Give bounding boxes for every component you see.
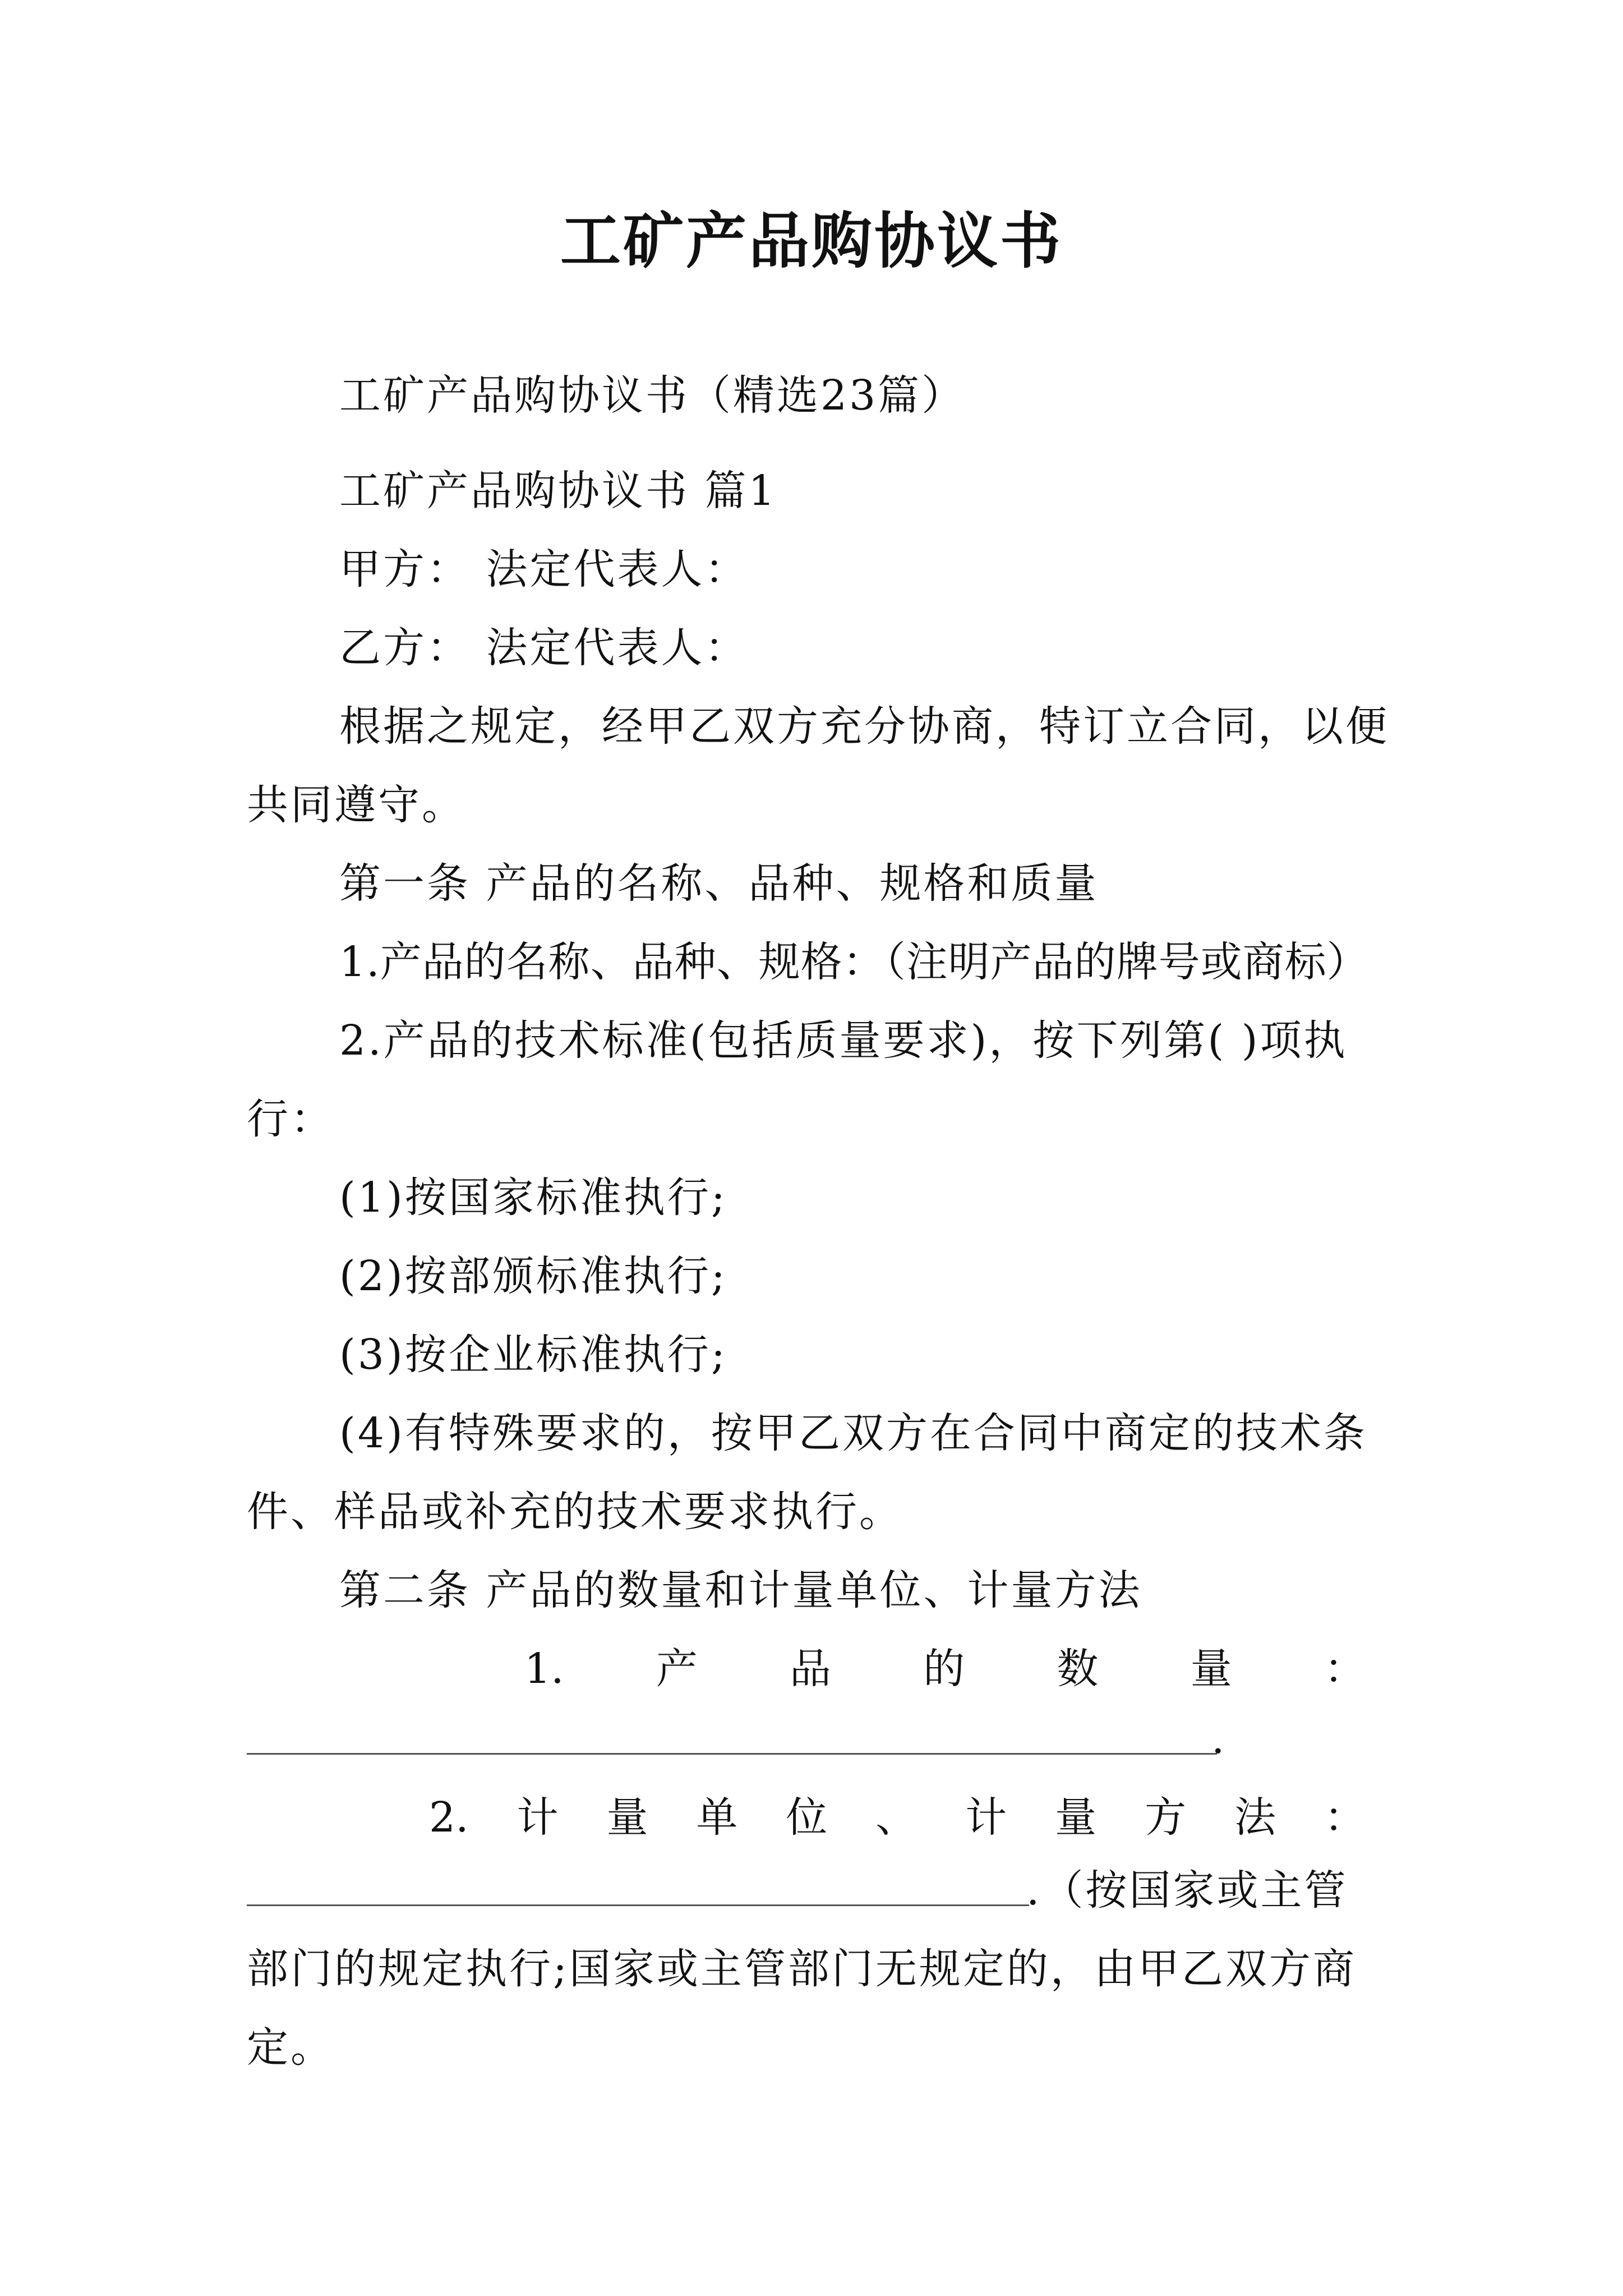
article2-item2-char: 计 [517, 1793, 559, 1842]
article2-item1-row [524, 1641, 1366, 1697]
article2-item2-char: 方 [1145, 1793, 1187, 1842]
article2-item2-line-3: 部门的规定执行;国家或主管部门无规定的，由甲乙双方商 [247, 1945, 1357, 1993]
party-b-line: 乙方： 法定代表人： [339, 624, 749, 672]
article2-item1-char: 量 [1190, 1645, 1232, 1693]
article2-item2-char: ： [1324, 1793, 1366, 1842]
article2-item2-char: 法 [1234, 1793, 1276, 1842]
article2-item1-end-dot: . [1211, 1715, 1225, 1763]
article2-item1-char: 1. [524, 1645, 564, 1693]
article1-item2-line-1: 2.产品的技术标准(包括质量要求)，按下列第( )项执 [339, 1016, 1348, 1065]
preamble-line-1: 根据之规定，经甲乙双方充分协商，特订立合同，以便 [339, 702, 1389, 751]
article2-item2-char: 2. [429, 1793, 469, 1842]
article1-item1: 1.产品的名称、品种、规格：（注明产品的牌号或商标） [339, 938, 1369, 986]
article2-item2-char: 计 [965, 1793, 1007, 1842]
article2-item2-char: 单 [696, 1793, 738, 1842]
article2-item2-char: 位 [786, 1793, 828, 1842]
article2-item2-char: 、 [875, 1793, 917, 1842]
article2-item2-blank-line [247, 1904, 1029, 1906]
article1-option-4-line-1: (4)有特殊要求的，按甲乙双方在合同中商定的技术条 [339, 1409, 1367, 1457]
article1-option-3: (3)按企业标准执行; [339, 1331, 727, 1379]
article1-option-2: (2)按部颁标准执行; [339, 1252, 727, 1300]
document-subtitle: 工矿产品购协议书（精选23篇） [339, 371, 966, 420]
party-a-line: 甲方： 法定代表人： [339, 545, 749, 593]
article2-item2-char: 量 [606, 1793, 648, 1842]
section-heading: 工矿产品购协议书 篇1 [339, 467, 777, 515]
article1-option-1: (1)按国家标准执行; [339, 1174, 727, 1222]
article1-heading: 第一条 产品的名称、品种、规格和质量 [339, 859, 1099, 908]
article1-option-4-line-2: 件、样品或补充的技术要求执行。 [247, 1488, 903, 1536]
article2-item1-char: 品 [790, 1645, 832, 1693]
article2-item1-char: ： [1324, 1645, 1366, 1693]
preamble-line-2: 共同遵守。 [247, 781, 465, 829]
article2-item1-char: 数 [1057, 1645, 1099, 1693]
article2-item1-char: 的 [923, 1645, 965, 1693]
article1-item2-line-2: 行： [247, 1095, 334, 1143]
article2-item1-char: 产 [656, 1645, 698, 1693]
article2-item2-line-4: 定。 [247, 2023, 334, 2072]
article2-item1-blank-line [247, 1753, 1217, 1755]
article2-item2-tail: .（按国家或主管 [1026, 1866, 1348, 1915]
article2-item2-char: 量 [1055, 1793, 1097, 1842]
article2-item2-row [429, 1789, 1366, 1846]
article2-heading: 第二条 产品的数量和计量单位、计量方法 [339, 1566, 1142, 1614]
document-title: 工矿产品购协议书 [560, 206, 1063, 277]
